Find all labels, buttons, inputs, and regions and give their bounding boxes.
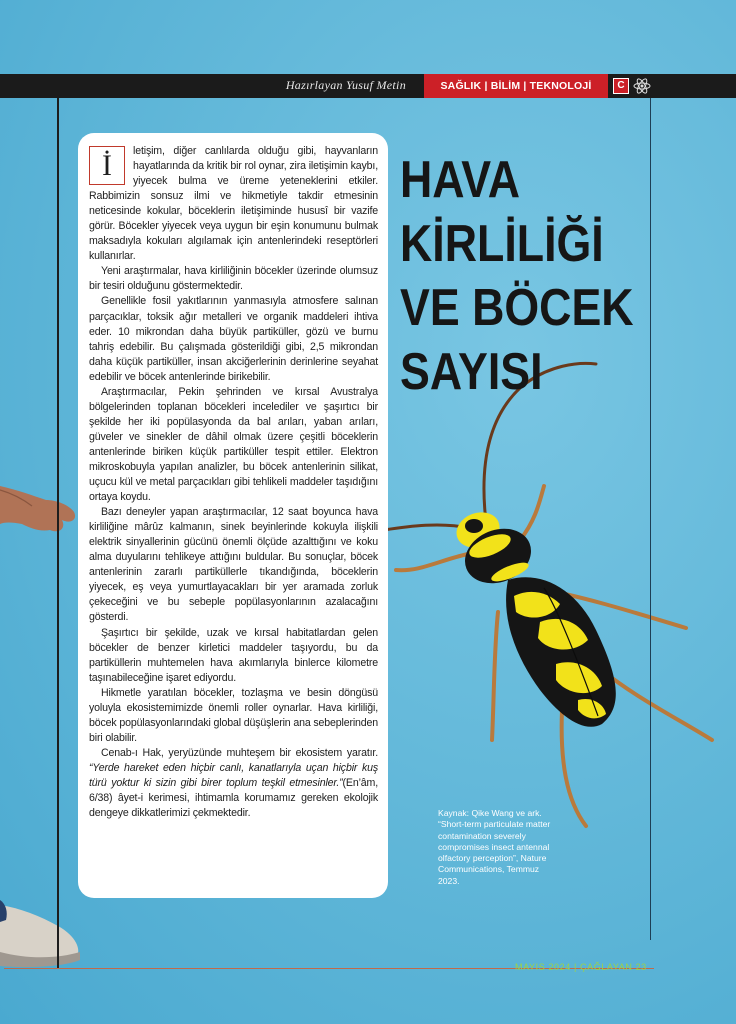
article-paragraph: Yeni araştırmalar, hava kirliliğinin böcekler üzerinde olumsuz bir tesiri olduğunu göstermektedir. [89, 265, 378, 293]
section-label: SAĞLIK | BİLİM | TEKNOLOJİ [424, 74, 608, 98]
caption-line: “Short-term particulate matter [438, 819, 551, 830]
page-footer: MAYIS 2024 | ÇAĞLAYAN 23 [515, 962, 647, 972]
article-panel [78, 133, 388, 898]
article-closing-paragraph: Cenab-ı Hak, yeryüzünde muhteşem bir ekosistem yaratır. “Yerde hareket eden hiçbir canlı, kanatlarıyla uçan hiçbir kuş türü yoktur ki sizin gibi birer toplum teşkil etmesinler.”(En’âm, 6/38) âyet-i kerimesi, ihtimamla korumamız gereken ekolojik dengeye dikkatlerimizi çekmektedir. [89, 746, 378, 820]
caption-line: compromises insect antennal [438, 841, 550, 852]
article-paragraph: Araştırmacılar, Pekin şehrinden ve kırsal Avustralya bölgelerinden toplanan böcekleri incelediler ve şaşırtıcı bir şekilde her iki popülasyonda da bal arıları, yaban arıları, güveler ve sinekler de dâhil olmak üzere çeşitli böceklerin antenlerinde biriken küçük partiküller tespit ettiler. Elektron mikroskobuyla yapılan analizler, bu böcek antenlerinin silikat, uçucu kül ve metal parçacıkları gibi tehlikeli maddeler taşıdığını ortaya koydu. [89, 385, 378, 504]
caption-line: contamination severely [438, 830, 526, 841]
article-paragraph: Bazı deneyler yapan araştırmacılar, 12 saat boyunca hava kirliliğine mârûz kalmanın, sinek beyinlerinde kokuyla ilişkili elektrik sinyallerinin gücünü önemli ölçüde azalttığını ve koku alma duyularını tehlikeye attığını buldular. Bu sonuçlar, böcek antenlerinin zararlı partiküllerle tıkandığında, böceklerin yiyecek, eş veya yumurtlayacakları bir yer aramada zorluk çekeceğini ve bu sebeple popülasyonlarının azalacağını gösterdi. [89, 506, 378, 624]
drop-cap: İ [89, 146, 125, 185]
article-paragraph: Şaşırtıcı bir şekilde, uzak ve kırsal habitatlardan gelen böcekler de benzer kirletici maddeler taşıyordu, bu da partiküllerin muhtemelen hava akımlarıyla binlerce kilometre taşınabileceğine işaret ediyordu. [89, 626, 378, 684]
frame-line-left [57, 98, 59, 968]
atom-icon [633, 77, 651, 95]
source-caption [438, 808, 588, 887]
byline: Hazırlayan Yusuf Metin [285, 78, 406, 92]
shoe-illustration [0, 900, 80, 967]
article-paragraph: İ letişim, diğer canlılarda olduğu gibi, hayvanların hayatlarında da kritik bir rol oynar, zira iletişimin kaybı, yiyecek bulma ve üreme yeteneklerini etkiler. Rabbimizin sonsuz ilmi ve hikmetiyle takdir etmesinin neticesinde kokular, böceklerin iletişiminde hususî bir vazife görür. Böcekler yiyecek veya uygun bir eşin konumunu bulmak maksadıyla kokuları algılamak için antenlerindeki reseptörleri kullanırlar. [89, 145, 378, 263]
article-paragraph: Hikmetle yaratılan böcekler, tozlaşma ve besin döngüsü yoluyla ekosistemimizde önemli roller oynarlar. Hava kirliliği, böcek popülasyonlarındaki global düşüşlerin ana sebeplerinden biri olabilir. [89, 686, 378, 744]
title-line: HAVA [400, 151, 521, 209]
verse-quote: “Yerde hareket eden hiçbir canlı, kanatlarıyla uçan hiçbir kuş türü yoktur ki sizin gibi birer toplum teşkil etmesinler.” [89, 761, 378, 789]
hand-illustration [0, 486, 75, 531]
magazine-logo: C [613, 78, 629, 94]
caption-line: Communications, Temmuz [438, 864, 540, 875]
beetle-illustration [384, 363, 712, 826]
article-paragraph: Genellikle fosil yakıtlarının yanmasıyla atmosfere salınan parçacıklar, toksik ağır metalleri ve organik maddeleri ihtiva eder. 10 mikrondan daha büyük partiküller, gözü ve burnu tahriş edebilir. Bu çalışmada gösterildiği gibi, 2,5 mikrondan daha küçük partiküller, insan akciğerlerinin derinlerine seyahat edebilir ve böcek antenlerinde birikebilir. [89, 295, 378, 383]
title-line: VE BÖCEK [400, 279, 634, 337]
caption-line: Kaynak: Qike Wang ve ark. [438, 808, 542, 818]
title-line: KİRLİLİĞİ [400, 215, 604, 273]
title-line: SAYISI [400, 343, 543, 401]
article-title [400, 148, 658, 404]
header-bar [0, 74, 736, 98]
caption-line: 2023. [438, 875, 460, 886]
caption-line: olfactory perception”, Nature [438, 853, 547, 864]
